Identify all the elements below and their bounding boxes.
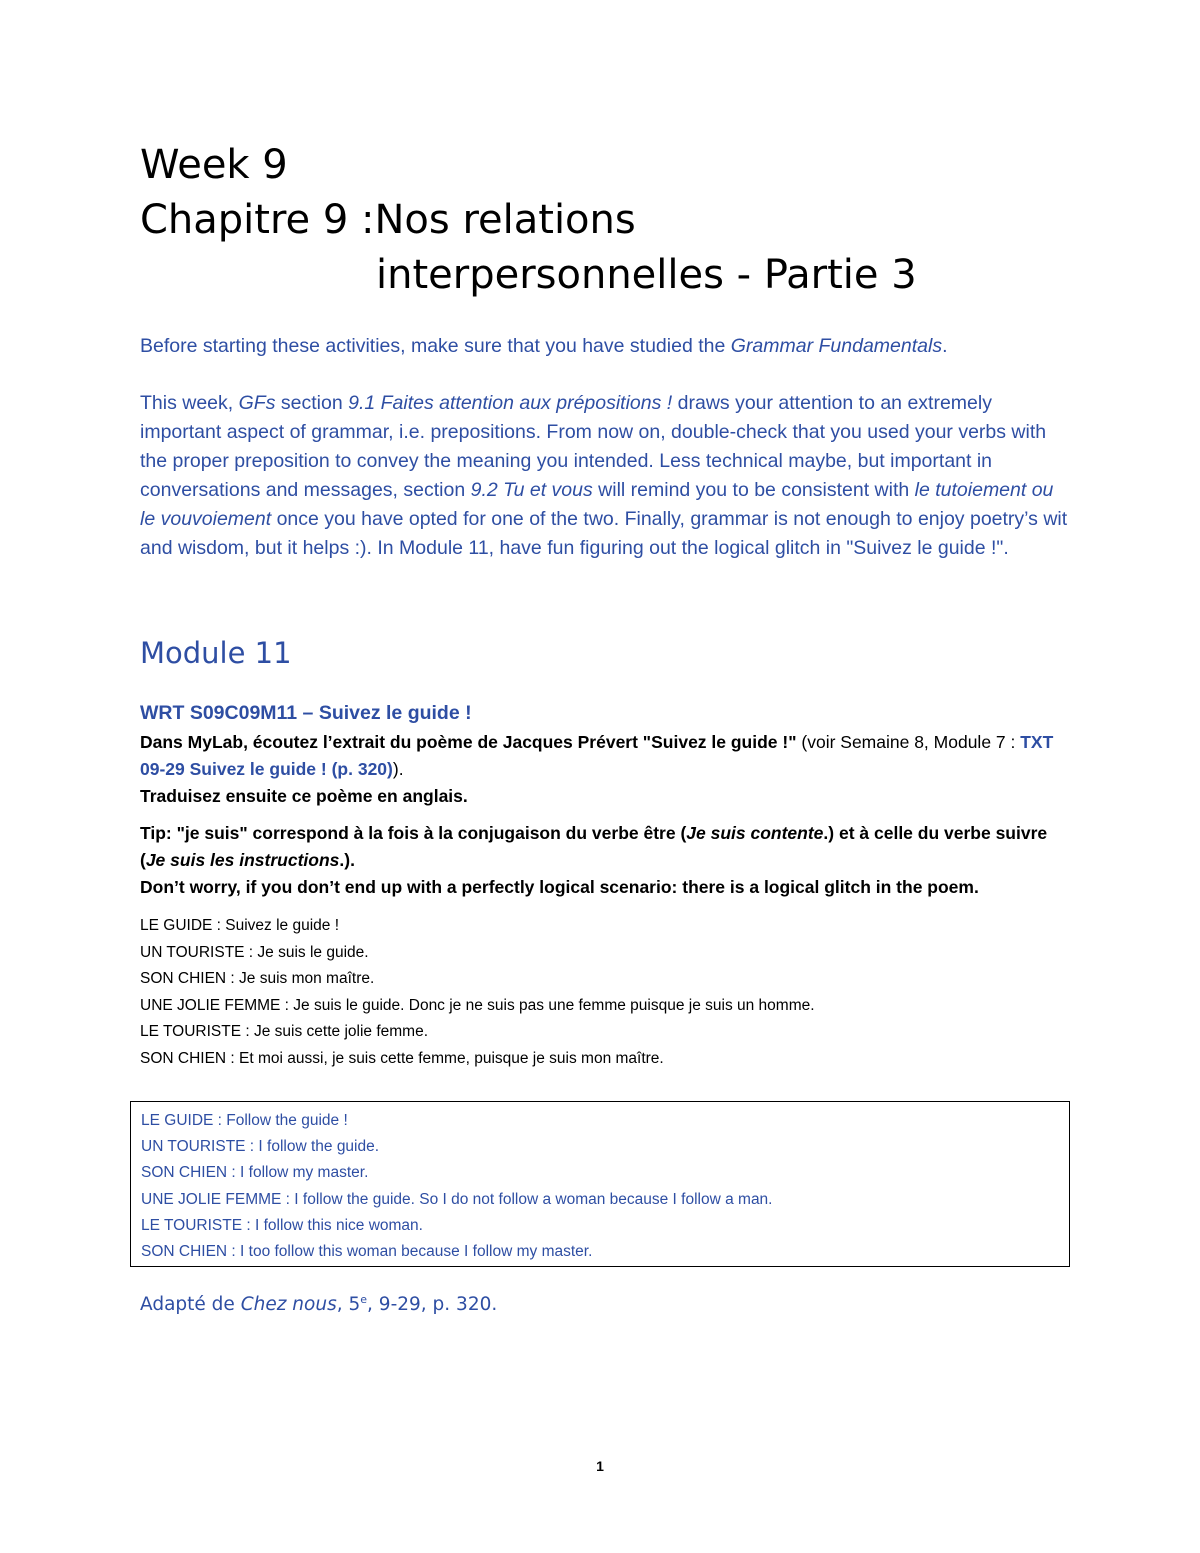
intro-paragraph-1 (140, 332, 1070, 361)
translation-line: UN TOURISTE : I follow the guide. (141, 1138, 380, 1156)
intro-emphasis: Grammar Fundamentals (730, 335, 943, 357)
instruction-text: (voir Semaine 8, Module 7 : (796, 732, 1021, 752)
intro-emphasis: 9.2 Tu et vous (470, 479, 593, 501)
intro-text: will remind you to be consistent with (592, 479, 915, 501)
poem-line: SON CHIEN : Et moi aussi, je suis cette femme, puisque je suis mon maître. (140, 1049, 664, 1067)
module-heading: Module 11 (140, 636, 292, 670)
txt-reference-link[interactable]: TXT 09-29 Suivez le guide ! (p. 320) (140, 732, 1054, 779)
tip-text: Don’t worry, if you don’t end up with a perfectly logical scenario: there is a logical glitch in the poem. (140, 877, 979, 897)
intro-text: This week, (140, 392, 239, 414)
activity-instructions (140, 729, 1070, 810)
poem-line: LE GUIDE : Suivez le guide ! (140, 917, 340, 934)
poem-line: UNE JOLIE FEMME : Je suis le guide. Donc je ne suis pas une femme puisque je suis un homme. (140, 996, 815, 1014)
page-number: 1 (596, 1458, 604, 1474)
translation-line: UNE JOLIE FEMME : I follow the guide. So I do not follow a woman because I follow a man. (141, 1190, 773, 1208)
tip-emphasis: Je suis les instructions (145, 850, 340, 870)
intro-emphasis: GFs (238, 392, 276, 414)
poem-french (140, 913, 1070, 1072)
translation-answer-box[interactable] (130, 1101, 1070, 1267)
source-text: , 5 (336, 1294, 361, 1316)
intro-emphasis: le tutoiement ou le vouvoiement (140, 479, 1054, 530)
chapter-title-line1: Chapitre 9 :Nos relations (140, 197, 636, 243)
poem-line: SON CHIEN : Je suis mon maître. (140, 970, 375, 987)
source-superscript: e (360, 1293, 368, 1306)
week-title: Week 9 (140, 142, 288, 188)
poem-line: LE TOURISTE : Je suis cette jolie femme. (140, 1023, 428, 1040)
intro-section (140, 332, 1070, 591)
activity-section (140, 702, 1070, 1072)
source-book-title: Chez nous (240, 1294, 337, 1316)
instruction-bold: Dans MyLab, écoutez l’extrait du poème de Jacques Prévert "Suivez le guide !" (140, 732, 797, 752)
intro-paragraph-2 (140, 389, 1070, 563)
translation-line: LE GUIDE : Follow the guide ! (141, 1112, 348, 1129)
translate-instruction: Traduisez ensuite ce poème en anglais. (140, 786, 468, 806)
intro-text: once you have opted for one of the two. Finally, grammar is not enough to enjoy poetry’s wit and wisdom, but it helps :). In Module 11, have fun figuring out the logical glitch in "Suivez le guide !". (140, 508, 1068, 559)
tip-text: .). (339, 850, 355, 870)
translation-line: SON CHIEN : I too follow this woman because I follow my master. (141, 1243, 593, 1261)
poem-line: UN TOURISTE : Je suis le guide. (140, 943, 369, 961)
tip-text: Tip: "je suis" correspond à la fois à la conjugaison du verbe être ( (140, 823, 687, 843)
source-text: , 9-29, p. 320. (367, 1294, 498, 1316)
tip-emphasis: Je suis contente (686, 823, 824, 843)
source-text: Adapté de (140, 1294, 241, 1316)
activity-title: WRT S09C09M11 – Suivez le guide ! (140, 702, 472, 724)
intro-text: draws your attention to an extremely important aspect of grammar, i.e. prepositions. From now on, double-check that you used your verbs with the proper preposition to convey the meaning you intended. Less technical maybe, but important in conversations and messages, section (140, 392, 1047, 501)
intro-text: Before starting these activities, make sure that you have studied the (140, 335, 731, 357)
translation-text (131, 1102, 1069, 1265)
intro-emphasis: 9.1 Faites attention aux prépositions ! (348, 392, 673, 414)
source-citation (140, 1293, 497, 1315)
page-title (140, 138, 1140, 303)
tip-paragraph (140, 820, 1070, 901)
translation-line: SON CHIEN : I follow my master. (141, 1164, 369, 1182)
instruction-text: ). (392, 759, 404, 779)
chapter-title-line2: interpersonnelles - Partie 3 (376, 252, 917, 298)
intro-text: section (275, 392, 349, 414)
intro-text: . (942, 335, 948, 357)
tip-text: .) et à celle du verbe suivre ( (140, 823, 1048, 870)
translation-line: LE TOURISTE : I follow this nice woman. (141, 1216, 423, 1234)
